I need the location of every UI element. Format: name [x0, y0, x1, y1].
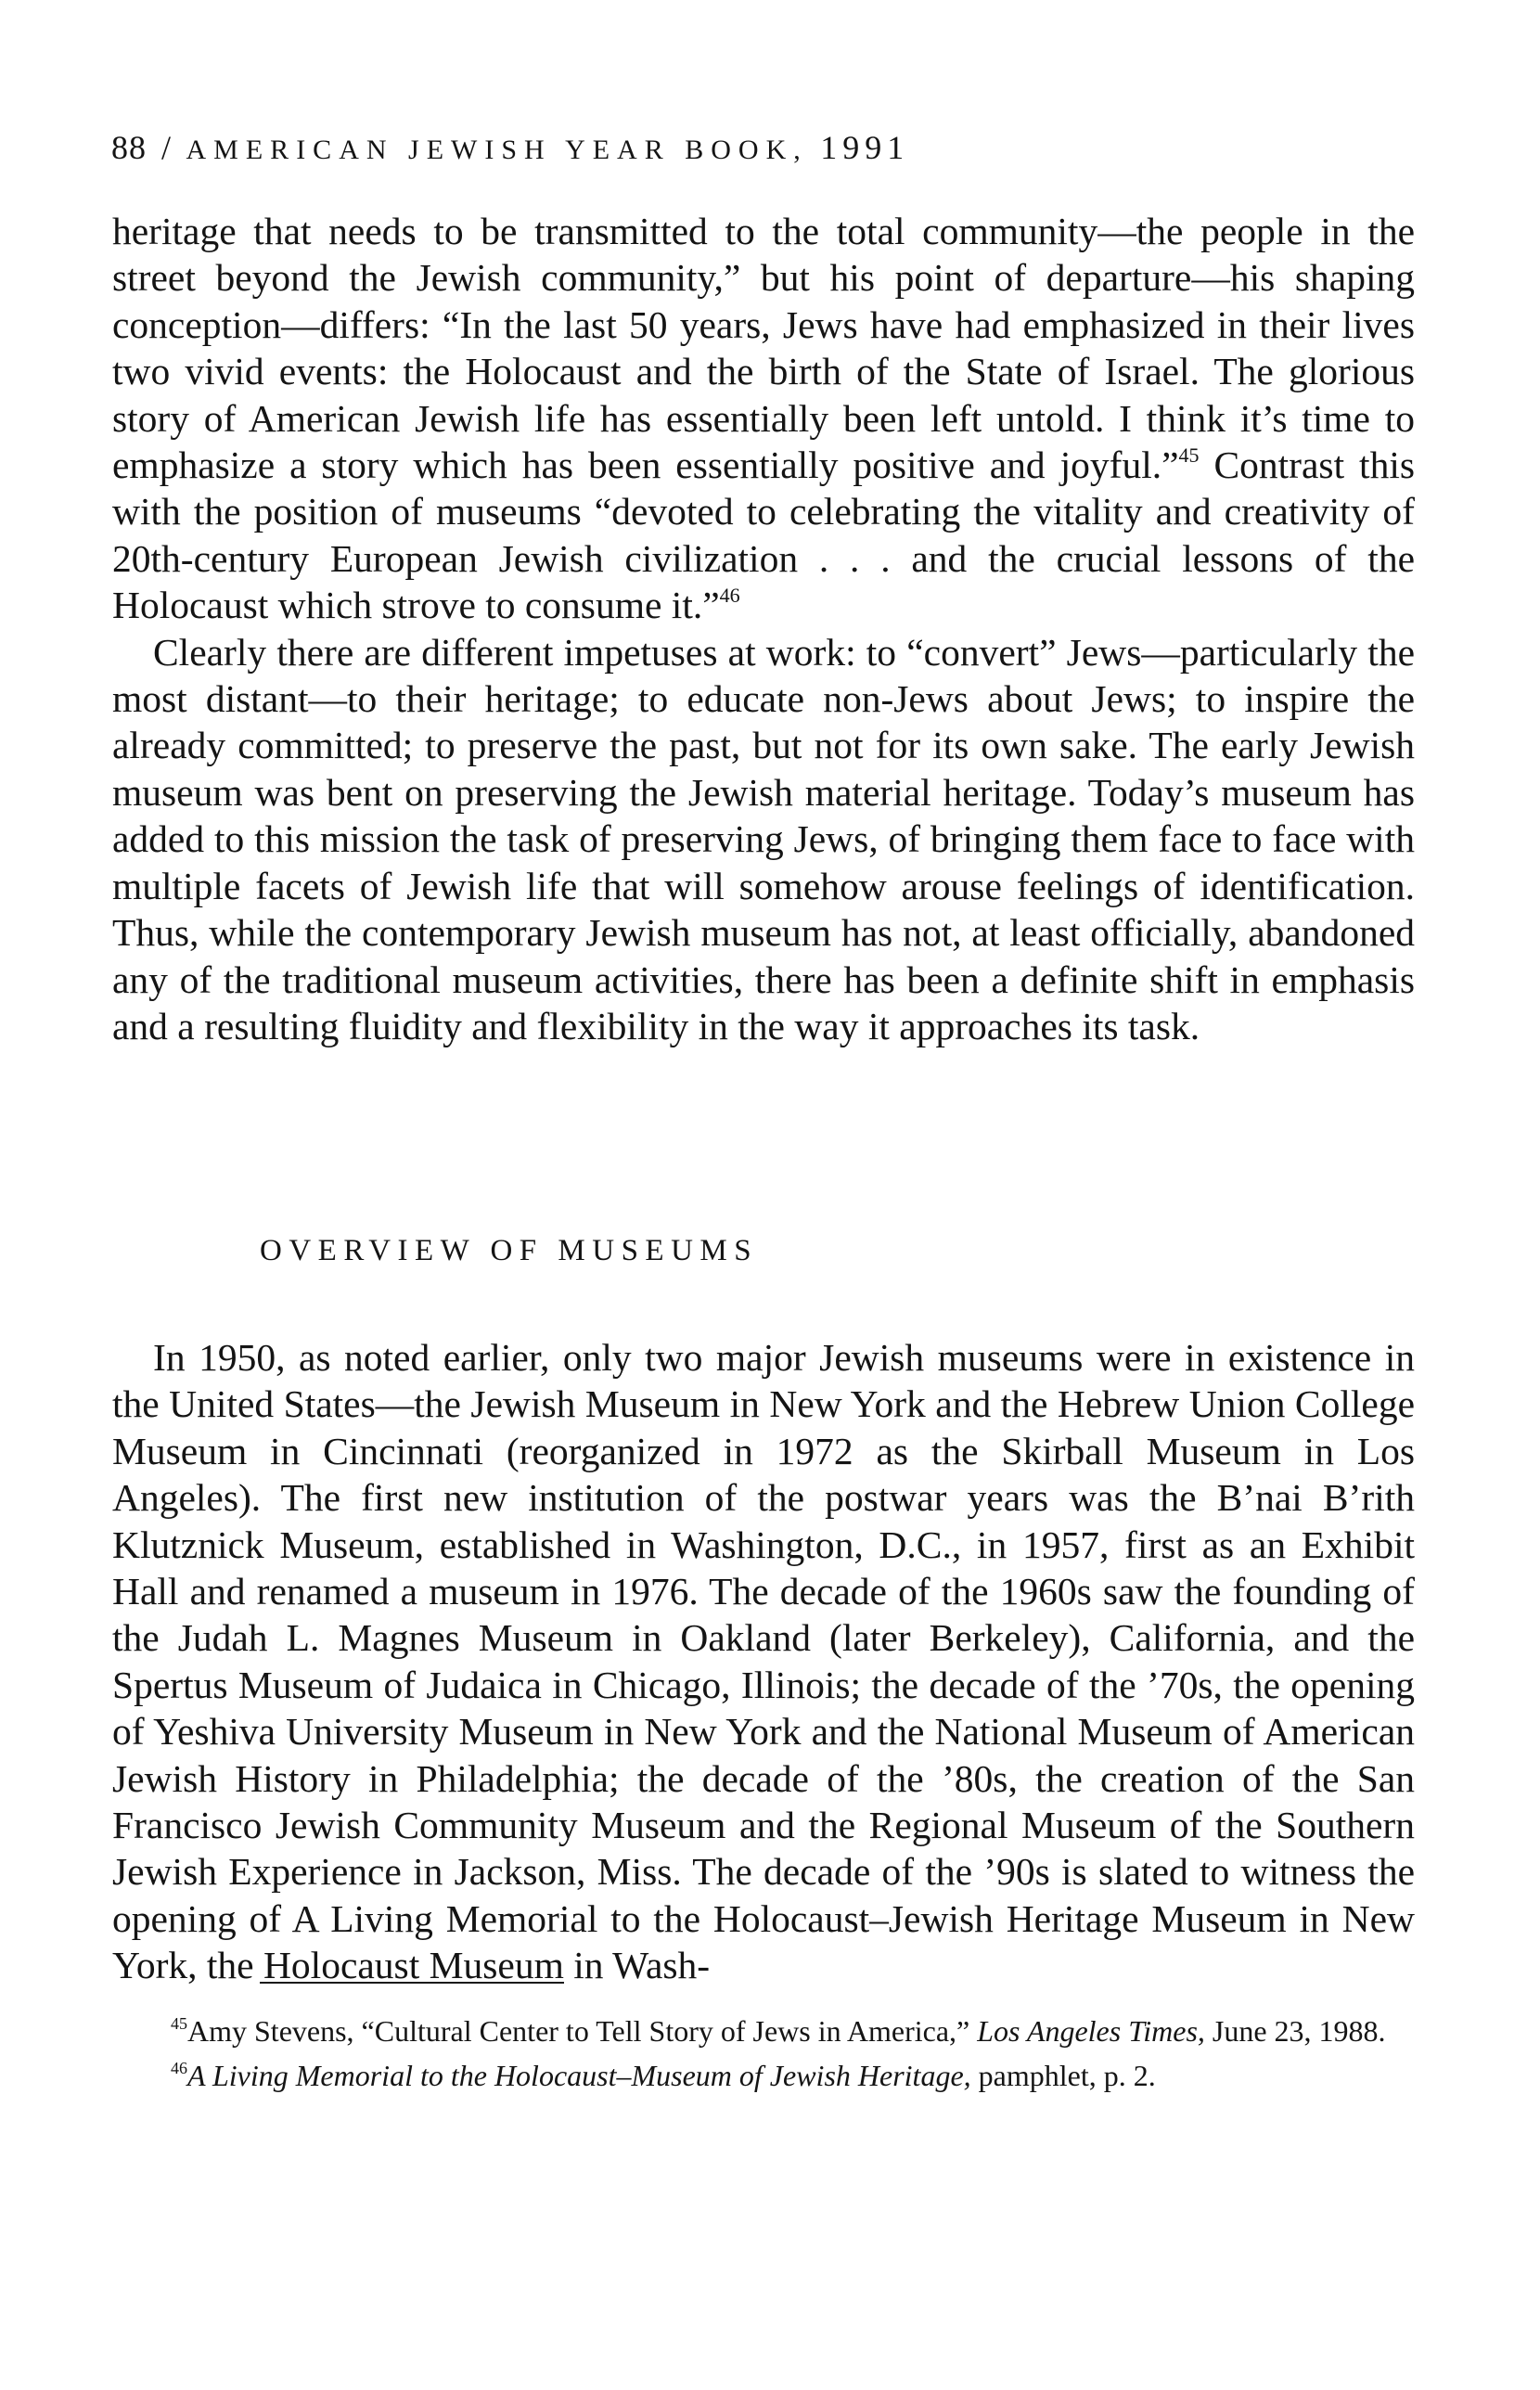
footnotes: [111, 2013, 1415, 2102]
paragraph-text: heritage that needs to be transmitted to the total community—the people in the street beyond the Jewish community,” but his point of departure—his shaping conception—differs: “In the last 50 years, Jews have had emphasized in their lives two vivid events: the Holocaust and the birth of the State of Israel. The glorious story of American Jewish life has essentially been left untold. I think it’s time to emphasize a story which has been essentially positive and joyful.”: [112, 210, 1415, 487]
body-text-lower: [112, 1334, 1415, 1989]
footnote-text: Amy Stevens, “Cultural Center to Tell Story of Jews in America,”: [187, 2014, 978, 2048]
running-head-separator: /: [161, 129, 172, 166]
footnote-text: pamphlet, p. 2.: [970, 2059, 1156, 2092]
book-title: AMERICAN JEWISH YEAR BOOK,: [186, 135, 808, 165]
footnote-ref-45: 45: [1178, 443, 1200, 468]
footnote-46: [111, 2058, 1415, 2093]
paragraph-text: Contrast this with the position of museums “devoted to celebrating the vitality and creativity of 20th-century European Jewish civilization . . . and the crucial lessons of the Holocaust which strove to consume it.”: [112, 443, 1415, 627]
footnote-marker: 45: [171, 2014, 187, 2033]
footnote-text: June 23, 1988.: [1204, 2014, 1386, 2048]
section-heading: OVERVIEW OF MUSEUMS: [260, 1234, 759, 1267]
running-head: [111, 128, 1429, 167]
page-number: 88: [111, 129, 147, 166]
footnote-source-title: Los Angeles Times,: [977, 2014, 1205, 2048]
paragraph: Clearly there are different impetuses at work: to “convert” Jews—particularly the most distant—to their heritage; to educate non-Jews about Jews; to inspire the already committed; to preserve the past, but not for its own sake. The early Jewish museum was bent on preserving the Jewish material heritage. Today’s museum has added to this mission the task of preserving Jews, of bringing them face to face with multiple facets of Jewish life that will somehow arouse feelings of identification. Thus, while the contemporary Jewish museum has not, at least officially, abandoned any of the traditional museum activities, there has been a definite shift in emphasis and a resulting fluidity and flexibility in the way it approaches its task.: [112, 630, 1415, 1047]
footnote-divider: [260, 1982, 564, 1984]
footnote-marker: 46: [171, 2059, 187, 2077]
footnote-ref-46: 46: [719, 584, 740, 608]
footnote-45: [111, 2013, 1415, 2049]
paragraph-continued: [112, 208, 1415, 629]
body-text-upper: [112, 208, 1415, 1049]
book-year: 1991: [820, 129, 910, 166]
paragraph: In 1950, as noted earlier, only two major Jewish museums were in existence in the United States—the Jewish Museum in New York and the Hebrew Union College Museum in Cincinnati (reorganized in 1972 as the Skirball Museum in Los Angeles). The first new institution of the postwar years was the B’nai B’rith Klutznick Museum, established in Washington, D.C., in 1957, first as an Exhibit Hall and renamed a museum in 1976. The decade of the 1960s saw the founding of the Judah L. Magnes Museum in Oakland (later Berkeley), California, and the Spertus Museum of Judaica in Chicago, Illinois; the decade of the ’70s, the opening of Yeshiva University Museum in New York and the National Museum of American Jewish History in Philadelphia; the decade of the ’80s, the creation of the San Francisco Jewish Community Museum and the Regional Museum of the Southern Jewish Experience in Jackson, Miss. The decade of the ’90s is slated to witness the opening of A Living Memorial to the Holocaust–Jewish Heritage Museum in New York, the Holocaust Museum in Wash-: [112, 1336, 1415, 1987]
footnote-source-title: A Living Memorial to the Holocaust–Museum of Jewish Heritage,: [187, 2059, 971, 2092]
